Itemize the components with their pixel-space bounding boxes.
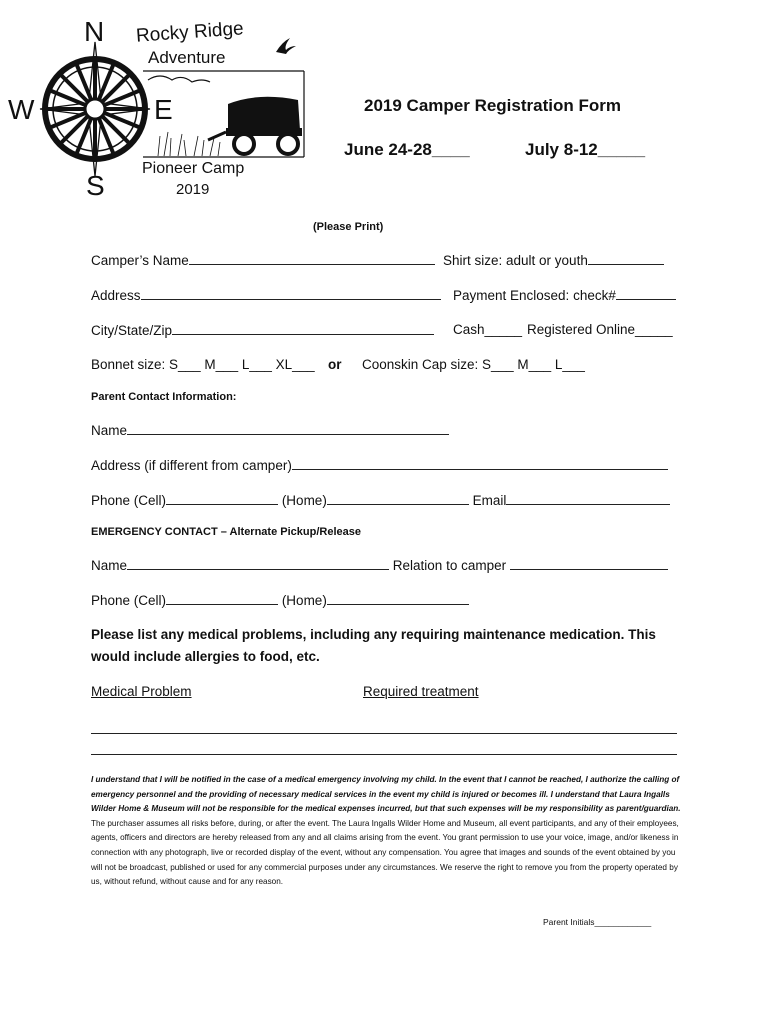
- medical-question: Please list any medical problems, including any requiring maintenance medication. This would include allergies to food, etc.: [91, 627, 656, 664]
- emergency-cell-label: Phone (Cell): [91, 593, 167, 608]
- parent-heading: Parent Contact Information:: [91, 391, 237, 403]
- emergency-name-row: [91, 557, 668, 573]
- parent-email-field[interactable]: [506, 492, 670, 505]
- parent-name-label: Name: [91, 423, 128, 438]
- camp-logo: [8, 14, 308, 204]
- compass-w: W: [8, 94, 35, 125]
- parent-address-row: [91, 457, 668, 473]
- form-title: 2019 Camper Registration Form: [364, 96, 621, 115]
- medical-problem-header: Medical Problem: [91, 684, 192, 699]
- payment-label: Payment Enclosed: check#: [453, 288, 616, 303]
- medical-line-1[interactable]: [91, 733, 677, 734]
- address-label: Address: [91, 288, 141, 303]
- parent-phone-row: [91, 492, 670, 508]
- payment-row: [453, 287, 676, 303]
- parent-cell-field[interactable]: [166, 492, 278, 505]
- shirt-size-row: [443, 252, 664, 268]
- compass-s: S: [86, 170, 105, 201]
- emergency-name-field[interactable]: [127, 557, 389, 570]
- city-field[interactable]: [172, 322, 434, 335]
- parent-cell-label: Phone (Cell): [91, 493, 167, 508]
- parent-address-label: Address (if different from camper): [91, 458, 292, 473]
- emergency-name-label: Name: [91, 558, 128, 573]
- compass-e: E: [154, 94, 173, 125]
- disclaimer-italic: I understand that I will be notified in the case of a medical emergency involving my child. In the event that I cannot be reached, I authorize the calling of emergency personnel and the providing of necessary medical services in the event my child is injured or becomes ill. I understand that Laura Ingalls Wilder Home & Museum will not be responsible for the medical expenses incurred, but that such expenses will be my responsibility as parent/guardian.: [91, 775, 681, 814]
- registered-online-option[interactable]: Registered Online_____: [527, 322, 673, 337]
- address-field[interactable]: [141, 287, 441, 300]
- relation-field[interactable]: [510, 557, 668, 570]
- parent-name-row: [91, 422, 449, 438]
- shirt-size-label: Shirt size: adult or youth: [443, 253, 588, 268]
- logo-line2: Adventure: [148, 48, 226, 67]
- relation-label: Relation to camper: [392, 558, 507, 573]
- parent-email-label: Email: [472, 493, 507, 508]
- cash-option[interactable]: Cash_____: [453, 322, 523, 337]
- session-july[interactable]: July 8-12_____: [525, 140, 646, 159]
- disclaimer-plain: The purchaser assumes all risks before, during, or after the event. The Laura Ingalls Wilder Home and Museum, all event participants, and any of their employees, agents, officers and directors are hereby released from any and all claims arising from the event. You grant permission to use your voice, image, and/or likeness in connection with any photograph, live or recorded display of the event, without any compensation. You agree that images and sounds of the event obtained by you will not be broadcast, published or used for any commercial purposes under any circumstances. We reserve the right to remove you from the property operated by us, without refund, without cause and for any reason.: [91, 818, 679, 887]
- compass-n: N: [84, 16, 105, 47]
- emergency-heading: EMERGENCY CONTACT – Alternate Pickup/Release: [91, 526, 361, 538]
- emergency-phone-row: [91, 592, 469, 608]
- coonskin-size[interactable]: Coonskin Cap size: S___ M___ L___: [362, 357, 585, 372]
- address-row: [91, 287, 441, 303]
- camper-name-row: [91, 252, 435, 268]
- liability-disclaimer: [91, 773, 681, 890]
- city-row: [91, 322, 434, 338]
- required-treatment-header: Required treatment: [363, 684, 479, 699]
- logo-line3: Pioneer Camp: [142, 160, 245, 177]
- parent-initials[interactable]: Parent Initials____________: [543, 917, 652, 927]
- city-label: City/State/Zip: [91, 323, 173, 338]
- check-number-field[interactable]: [616, 287, 676, 300]
- parent-home-label: (Home): [281, 493, 327, 508]
- medical-line-2[interactable]: [91, 754, 677, 755]
- emergency-home-field[interactable]: [327, 592, 469, 605]
- logo-line4: 2019: [176, 181, 210, 198]
- please-print: (Please Print): [313, 221, 384, 233]
- parent-name-field[interactable]: [127, 422, 449, 435]
- session-june[interactable]: June 24-28____: [344, 140, 470, 159]
- emergency-cell-field[interactable]: [166, 592, 278, 605]
- parent-address-field[interactable]: [292, 457, 668, 470]
- bonnet-size[interactable]: Bonnet size: S___ M___ L___ XL___: [91, 357, 315, 372]
- camper-name-label: Camper’s Name: [91, 253, 189, 268]
- or-text: or: [328, 357, 342, 372]
- camper-name-field[interactable]: [189, 252, 435, 265]
- logo-line1: Rocky Ridge: [135, 18, 245, 47]
- emergency-home-label: (Home): [281, 593, 327, 608]
- parent-home-field[interactable]: [327, 492, 469, 505]
- shirt-size-field[interactable]: [588, 252, 664, 265]
